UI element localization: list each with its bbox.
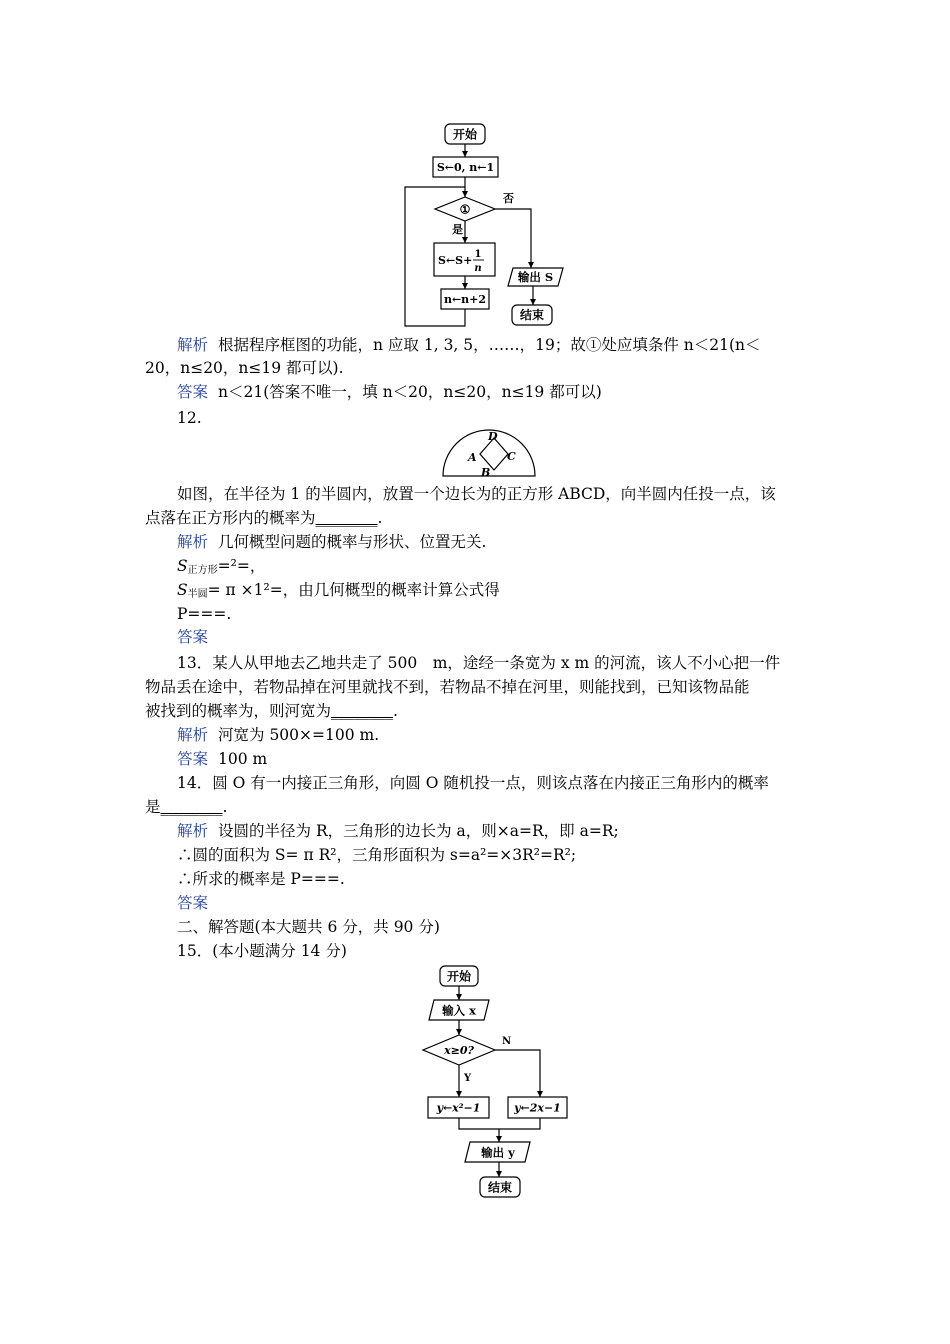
q14-question-line-1: 14．圆 O 有一内接正三角形，向圆 O 随机投一点，则该点落在内接正三角形内的概率 [177,774,769,792]
q13-question-line-1: 13．某人从甲地去乙地共走了 500 m，途经一条宽为 x m 的河流，该人不小心把一件 [177,654,781,672]
answer-blank: ________ [315,509,378,527]
flow2-yes-label: Y [464,1073,472,1084]
flow2-start-text: 开始 [446,969,472,984]
flow2-end-text: 结束 [487,1180,513,1195]
flow1-update-s-text: S←S+ [438,254,473,267]
q13-analysis: 解析 河宽为 500×=100 m. [177,726,380,744]
answer-label: 答案 [177,750,209,768]
q14-analysis-line-3: ∴所求的概率是 P===. [177,870,345,888]
q12-analysis: 解析 几何概型问题的概率与形状、位置无关. [177,533,487,551]
flow1-yes-label: 是 [452,223,463,236]
flow1-start-text: 开始 [452,127,478,142]
label-a: A [468,451,477,464]
section-title: 二、解答题(本大题共 6 分，共 90 分) [177,918,440,936]
flow1-end-text: 结束 [519,308,545,322]
q13-question-line-3: 被找到的概率为，则河宽为________. [145,702,398,720]
answer-blank: ________ [331,702,394,720]
answer-label: 答案 [177,628,209,646]
q13-question-line-2: 物品丢在途中，若物品掉在河里就找不到，若物品不掉在河里，则能找到，已知该物品能 [145,678,750,696]
analysis-label: 解析 [177,726,209,744]
flow2-output-text: 输出 y [481,1145,515,1160]
label-d: D [488,430,498,443]
q11-answer: 答案 n＜21(答案不唯一，填 n＜20，n≤20，n≤19 都可以) [177,383,602,401]
answer-blank: ________ [160,798,223,816]
flow2-left-text: y←x²−1 [436,1101,481,1115]
flow2-input-text: 输入 x [442,1003,476,1018]
analysis-label: 解析 [177,533,209,551]
q13-answer: 答案 100 m [177,750,268,768]
flow1-init-text: S←0, n←1 [436,161,495,174]
q12-square-area: $S_{正方形}=^2=$， [177,557,266,576]
q15-title: 15．(本小题满分 14 分) [177,942,347,960]
label-c: C [507,450,516,463]
analysis-label: 解析 [177,822,209,840]
q11-analysis-line-2: 20，n≤20，n≤19 都可以). [145,359,344,377]
flow1-no-label: 否 [503,192,514,205]
answer-label: 答案 [177,383,209,401]
q12-question-line-2: 点落在正方形内的概率为________. [145,509,383,527]
answer-label: 答案 [177,894,209,912]
q12-number: 12. [177,409,202,427]
q12-probability: P===. [177,605,232,623]
flow1-output-text: 输出 S [517,270,554,284]
flow2-cond-text: x≥0? [444,1044,474,1057]
label-b: B [481,466,491,479]
q11-analysis-line-1: 解析 根据程序框图的功能，n 应取 1, 3, 5，……，19；故①处应填条件 n＜21(n＜ [177,336,761,354]
flow1-fraction-den: n [474,263,482,274]
q14-analysis-line-2: ∴圆的面积为 S= π R²，三角形面积为 s=a²=×3R²=R²; [177,846,577,864]
q14-analysis: 解析 设圆的半径为 R，三角形的边长为 a，则×a=R，即 a=R; [177,822,619,840]
flow1-update-n-text: n←n+2 [443,293,487,306]
q14-question-line-2: 是________. [145,798,228,816]
q12-semicircle-area: $S_{半圆}= \pi \times 1^2=$，由几何概型的概率计算公式得 [177,581,500,600]
flow2-no-label: N [502,1036,512,1047]
q12-question-line-1: 如图，在半径为 1 的半圆内，放置一个边长为的正方形 ABCD，向半圆内任投一点，该 [177,485,776,503]
flow1-fraction-num: 1 [474,249,482,260]
flow2-right-text: y←2x−1 [514,1101,561,1115]
analysis-label: 解析 [177,336,209,354]
flow1-cond-text: ① [459,202,471,217]
